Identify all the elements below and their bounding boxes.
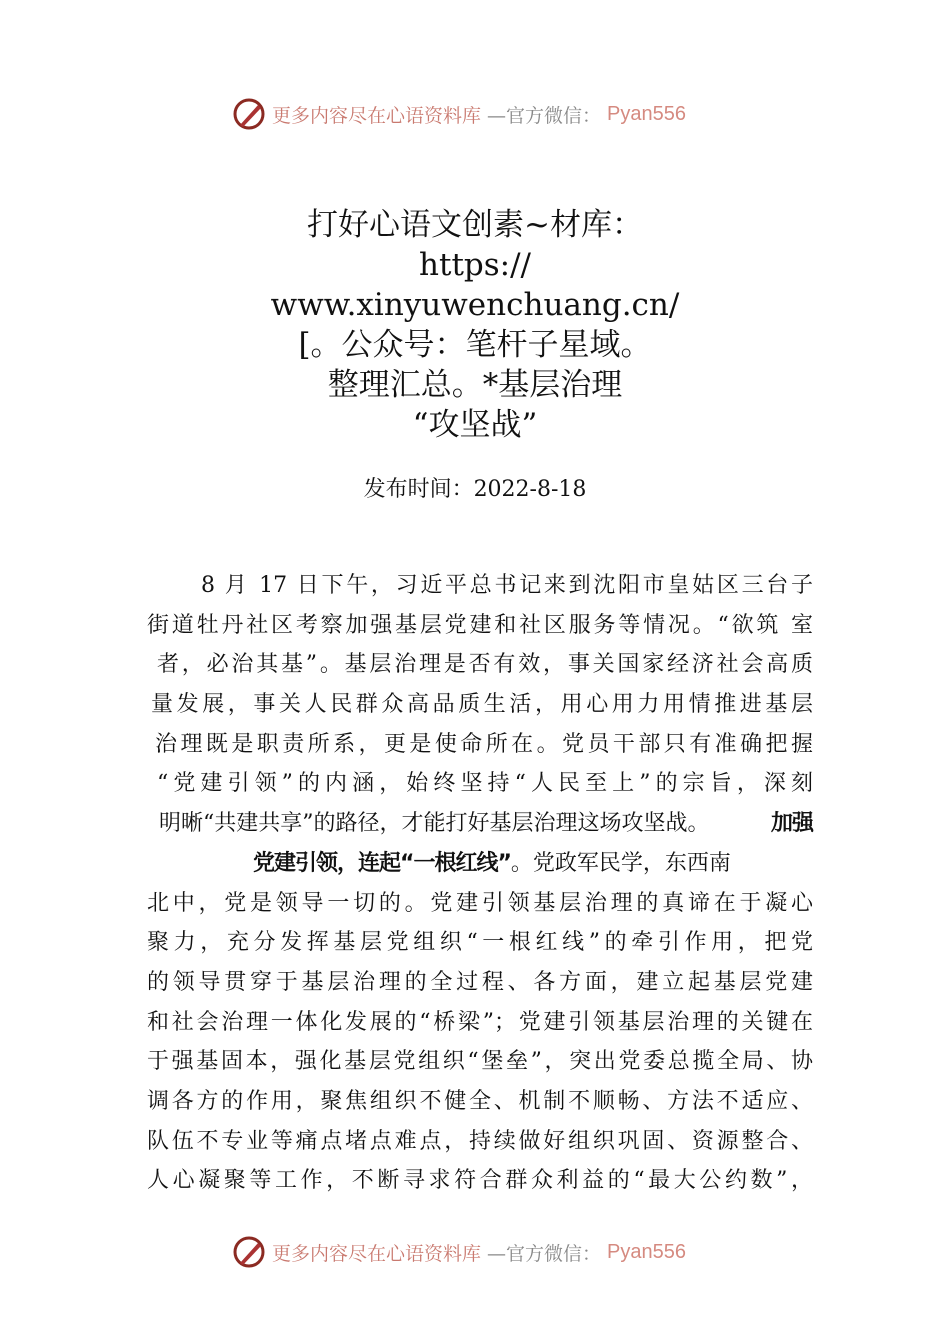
- body-line: 人心凝聚等工作，不断寻求符合群众利益的“最大公约数”，: [147, 1168, 813, 1194]
- body-line: 和社会治理一体化发展的“桥梁”；党建引领基层治理的关键在: [147, 1009, 813, 1035]
- body-line: 北中，党是领导一切的。党建引领基层治理的真谛在于凝心: [147, 890, 813, 916]
- body-line: “党建引领”的内涵，始终坚持“人民至上”的宗旨，深刻: [157, 771, 813, 797]
- banner-separator: —官方微信：: [487, 104, 602, 127]
- publish-date: 发布时间：2022-8-18: [363, 477, 587, 502]
- body-line: [147, 844, 813, 884]
- title-line: “攻坚战”: [412, 407, 538, 443]
- banner-wechat-id: Pyan556: [607, 1240, 686, 1263]
- pen-logo-icon: [232, 97, 266, 131]
- body-line: 聚力，充分发挥基层党组织“一根红线”的牵引作用，把党: [147, 930, 813, 956]
- pen-logo-icon: [232, 1235, 266, 1269]
- title-line: https://: [419, 247, 531, 283]
- banner-text: 更多内容尽在心语资料库: [272, 104, 482, 127]
- banner-text: 更多内容尽在心语资料库: [272, 1242, 482, 1265]
- title-line: www.xinyuwenchuang.cn/: [270, 287, 680, 323]
- title-line: 整理汇总。*基层治理: [327, 367, 623, 403]
- watermark-banner-bottom: [232, 1232, 722, 1272]
- body-line: 量发展，事关人民群众高品质生活，用心用力用情推进基层: [151, 692, 813, 718]
- body-line: 者，必治其基”。基层治理是否有效，事关国家经济社会高质: [157, 652, 813, 678]
- body-text: 明晰“共建共享”的路径，才能打好基层治理这场攻坚战。: [159, 811, 710, 837]
- body-line: [147, 804, 813, 844]
- document-title: [0, 205, 950, 445]
- banner-separator: —官方微信：: [487, 1242, 602, 1265]
- body-line: 8 月 17 日下午，习近平总书记来到沈阳市皇姑区三台子: [201, 573, 813, 598]
- section-heading: 党建引领，连起“一根红线”: [253, 850, 511, 876]
- body-line: 队伍不专业等痛点堵点难点，持续做好组织巩固、资源整合、: [147, 1128, 813, 1154]
- body-line: 的领导贯穿于基层治理的全过程、各方面，建立起基层党建: [147, 969, 813, 995]
- body-line: 治理既是职责所系，更是使命所在。党员干部只有准确把握: [155, 731, 813, 757]
- body-line: 街道牡丹社区考察加强基层党建和社区服务等情况。“欲筑 室: [147, 612, 813, 638]
- section-heading-start: 加强: [770, 811, 813, 837]
- article-body: [147, 566, 813, 1201]
- body-line: 调各方的作用，聚焦组织不健全、机制不顺畅、方法不适应、: [147, 1088, 813, 1114]
- title-line: [。公众号：笔杆子星域。: [298, 327, 652, 363]
- title-line: 打好心语文创素~材库：: [307, 207, 643, 243]
- body-line: 于强基固本，强化基层党组织“堡垒”，突出党委总揽全局、协: [147, 1049, 813, 1075]
- watermark-banner-top: [232, 94, 722, 134]
- body-text: 。党政军民学，东西南: [510, 850, 731, 876]
- banner-wechat-id: Pyan556: [607, 102, 686, 125]
